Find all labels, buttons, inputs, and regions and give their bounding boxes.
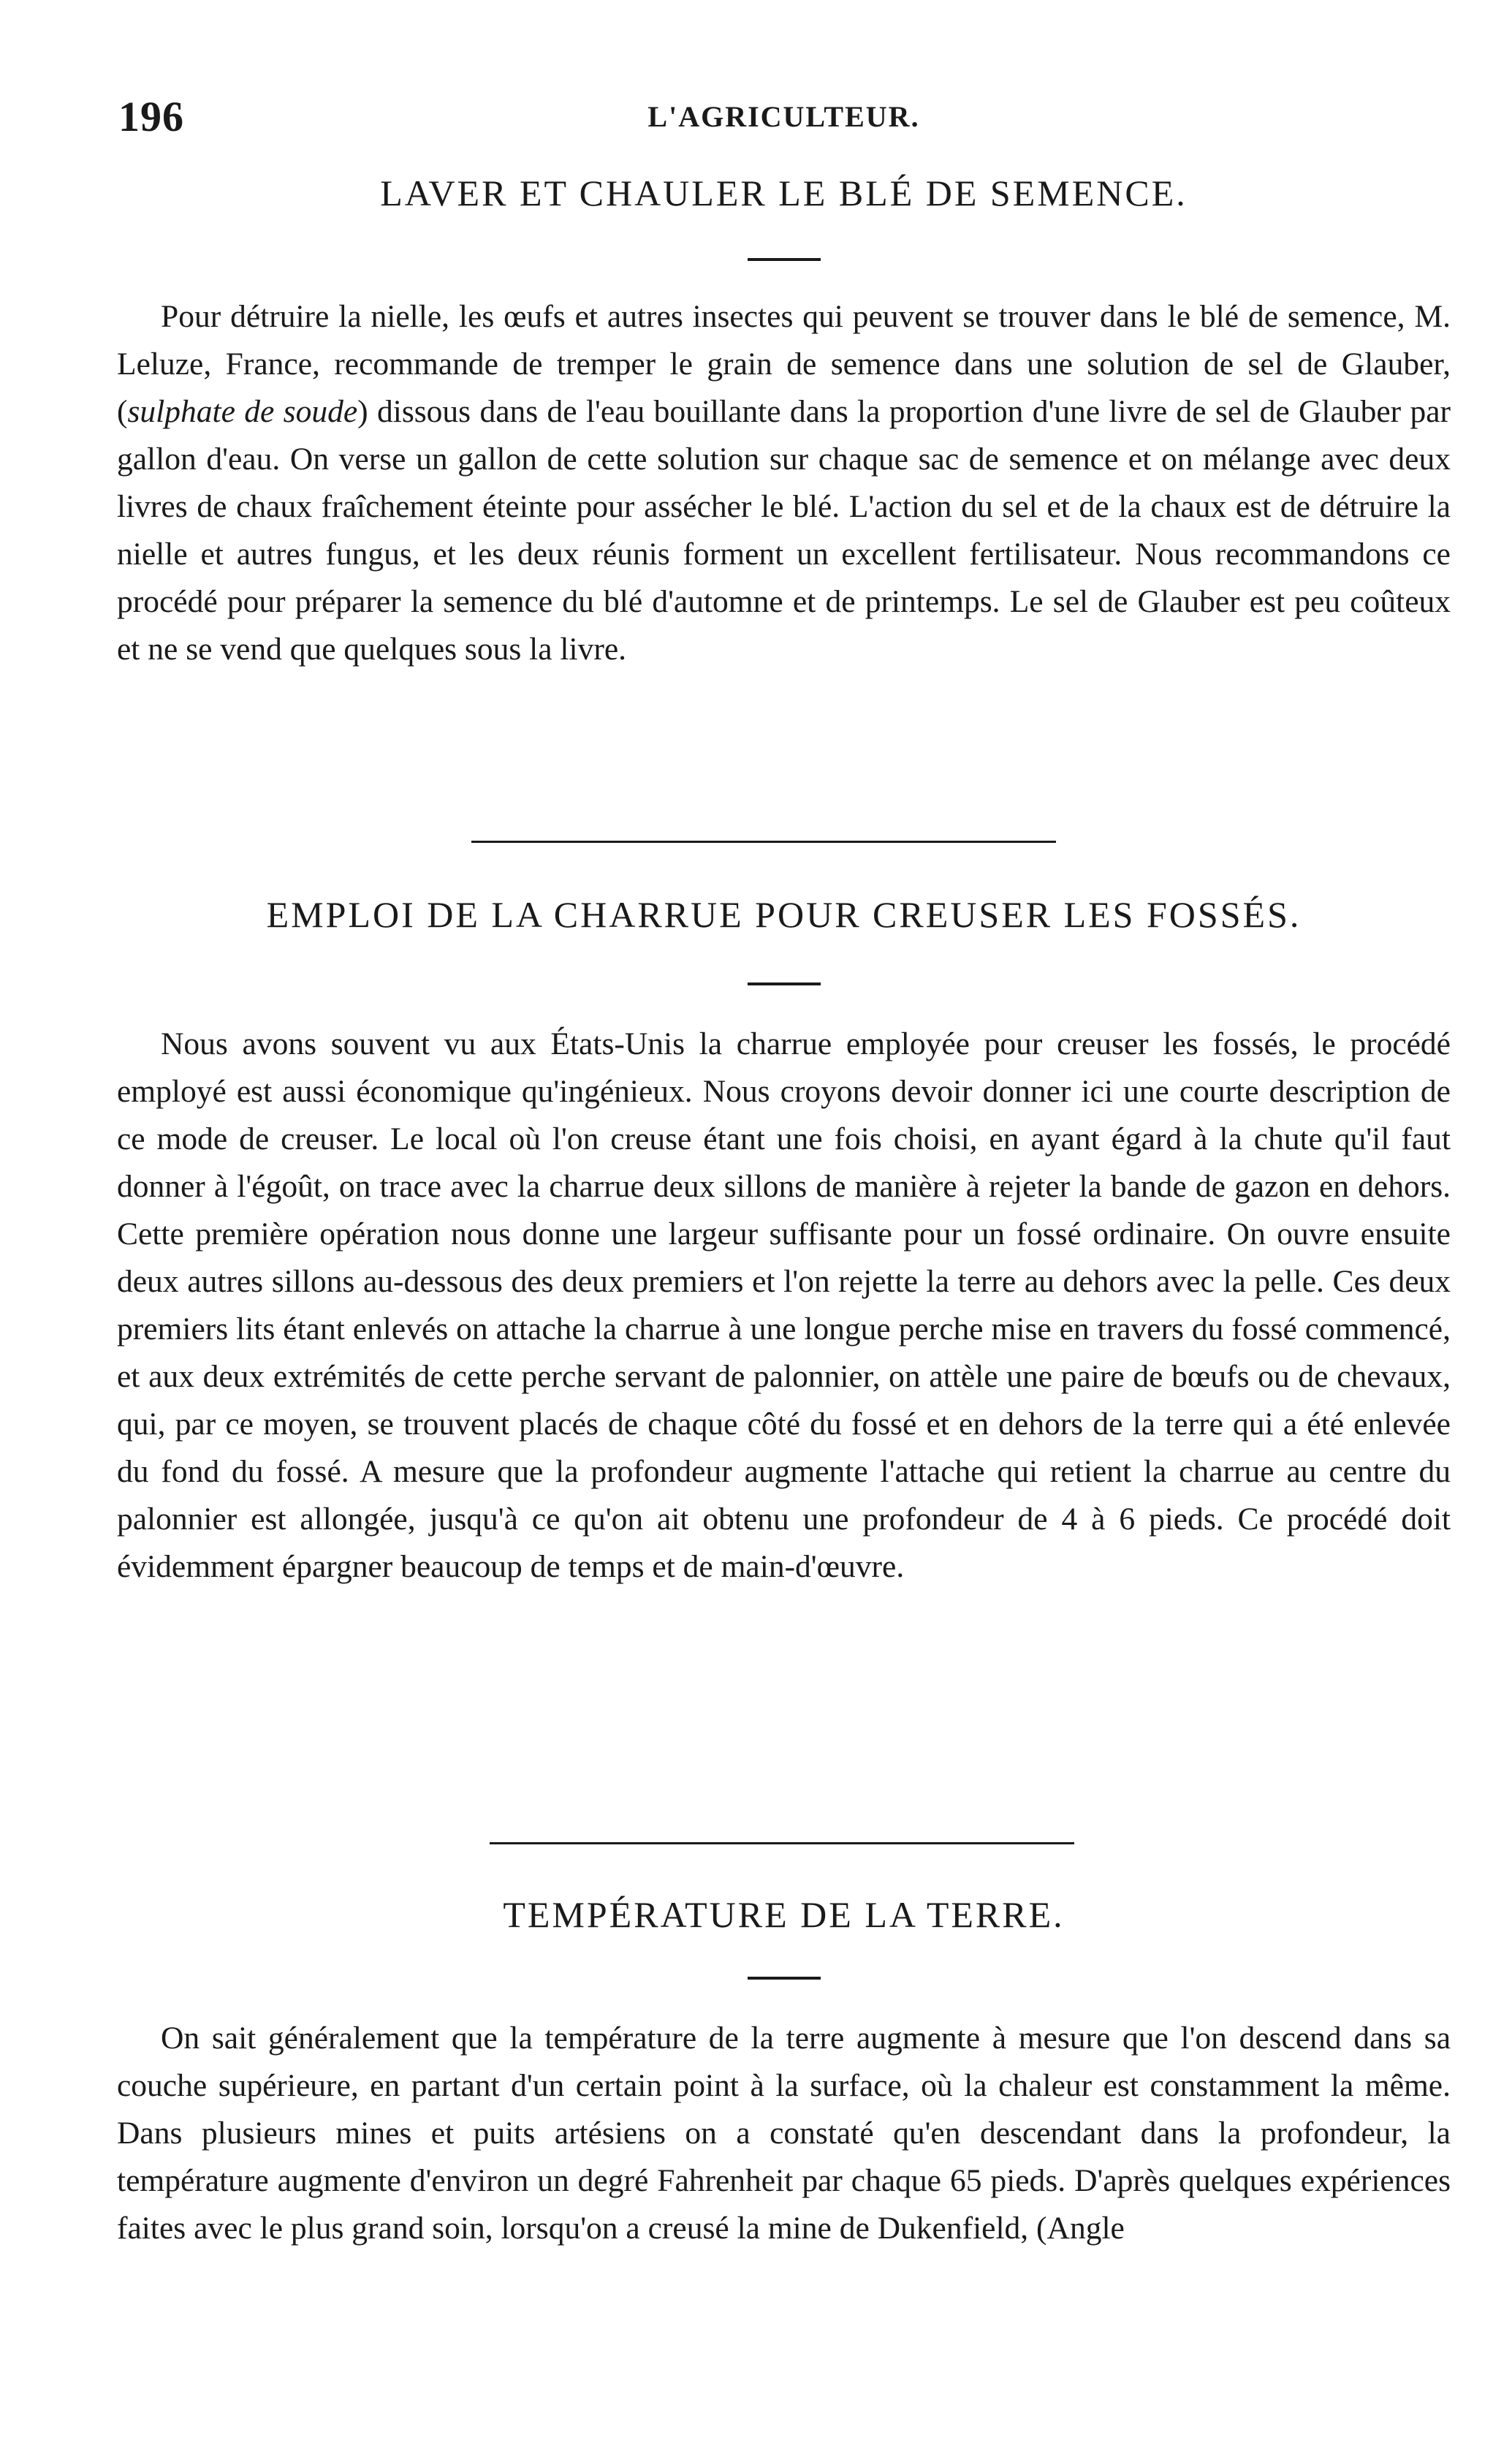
section-divider — [748, 258, 821, 261]
page-number: 196 — [118, 93, 184, 140]
paragraph-text: Pour détruire la nielle, les œufs et autres insectes qui peuvent se trouver dans le blé de semence, M. Leluze, France, recommande de tremper le grain de semence dans une solution de sel de Glauber, ( — [117, 299, 1451, 429]
running-head — [117, 92, 1451, 143]
section-heading: TEMPÉRATURE DE LA TERRE. — [503, 1894, 1065, 1935]
section-laver-chauler — [117, 172, 1451, 673]
book-page — [117, 0, 1451, 2446]
section-paragraph — [117, 293, 1451, 673]
section-heading: EMPLOI DE LA CHARRUE POUR CREUSER LES FOSSÉS. — [266, 894, 1302, 935]
section-separator — [490, 1842, 1074, 1844]
section-temperature-terre — [117, 1893, 1451, 2252]
section-heading: LAVER ET CHAULER LE BLÉ DE SEMENCE. — [380, 173, 1188, 213]
section-separator — [471, 841, 1056, 843]
section-paragraph: Nous avons souvent vu aux États-Unis la charrue employée pour creuser les fossés, le procédé employé est aussi économique qu'ingénieux. Nous croyons devoir donner ici une courte description de ce mode de creuser. Le local où l'on creuse étant une fois choisi, en ayant égard à la chute qu'il faut donner à l'égoût, on trace avec la charrue deux sillons de manière à rejeter la bande de gazon en dehors. Cette première opération nous donne une largeur suffisante pour un fossé ordinaire. On ouvre ensuite deux autres sillons au-dessous des deux premiers et l'on rejette la terre au dehors avec la pelle. Ces deux premiers lits étant enlevés on attache la charrue à une longue perche mise en travers du fossé commencé, et aux deux extrémités de cette perche servant de palonnier, on attèle une paire de bœufs ou de chevaux, qui, par ce moyen, se trouvent placés de chaque côté du fossé et en dehors de la terre qui a été enlevée du fond du fossé. A mesure que la profondeur augmente l'attache qui retient la charrue au centre du palonnier est allongée, jusqu'à ce qu'on ait obtenu une profondeur de 4 à 6 pieds. Ce procédé doit évidemment épargner beaucoup de temps et de main-d'œuvre. — [117, 1026, 1451, 1584]
paragraph-italic-text: sulphate de soude — [127, 394, 358, 429]
running-title: L'AGRICULTEUR. — [647, 100, 920, 133]
paragraph-text: ) dissous dans de l'eau bouillante dans la proportion d'une livre de sel de Glauber par gallon d'eau. On verse un gallon de cette solution sur chaque sac de semence et on mélange avec deux livres de chaux fraîchement éteinte pour assécher le blé. L'action du sel et de la chaux est de détruire la nielle et autres fungus, et les deux réunis forment un excellent fertilisateur. Nous recommandons ce procédé pour préparer la semence du blé d'automne et de printemps. Le sel de Glauber est peu coûteux et ne se vend que quelques sous la livre. — [117, 394, 1451, 667]
section-charrue-fosses — [117, 893, 1451, 1591]
section-divider — [748, 982, 821, 985]
section-divider — [748, 1977, 821, 1980]
section-paragraph: On sait généralement que la température de la terre augmente à mesure que l'on descend dans sa couche supérieure, en partant d'un certain point à la surface, où la chaleur est constamment la même. Dans plusieurs mines et puits artésiens on a constaté qu'en descendant dans la profondeur, la température augmente d'environ un degré Fahrenheit par chaque 65 pieds. D'après quelques expériences faites avec le plus grand soin, lorsqu'on a creusé la mine de Dukenfield, (Angle — [117, 2021, 1451, 2246]
